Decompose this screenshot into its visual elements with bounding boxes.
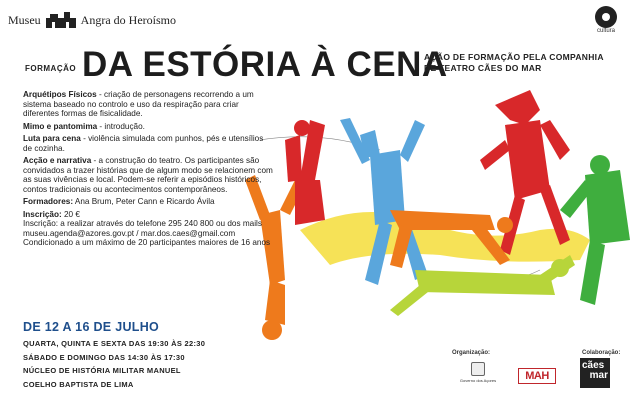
inscricao-fee: 20 € [61, 209, 80, 219]
green-figure [560, 155, 630, 305]
arquetipos-text: - criação de personagens recorrendo a um sistema baseado no controlo e uso da respiração para criar diferentes formas de fisicalidade. [23, 90, 254, 118]
museum-name: Angra do Heroísmo [80, 12, 176, 27]
schedule-weekend: SÁBADO E DOMINGO DAS 14:30 ÀS 17:30 [23, 352, 185, 362]
paragraph-arquetipos [23, 90, 273, 119]
dancing-figures-illustration [240, 80, 630, 355]
paragraph-inscricao-contact: Inscrição: a realizar através do telefone 295 240 800 ou dos mails museu.agenda@azores.gov.pt / mar.dos.caes@gmail.com [23, 219, 262, 238]
coat-of-arms-icon [471, 362, 485, 376]
subtitle-line-1: AÇÃO DE FORMAÇÃO PELA COMPANHIA [424, 52, 604, 62]
luta-text: - violência simulada com punhos, pés e utensílios de cozinha. [23, 134, 264, 153]
gov-text: Governo dos Açores [459, 378, 497, 383]
subtitle [424, 52, 629, 74]
formacao-label: FORMAÇÃO [25, 64, 77, 73]
page-title: DA ESTÓRIA À CENA [82, 45, 448, 84]
red-figure [480, 90, 570, 255]
venue-line-2: COELHO BAPTISTA DE LIMA [23, 379, 134, 389]
formadores-text: Ana Brum, Peter Cann e Ricardo Ávila [73, 197, 215, 206]
accao-text: - a construção do teatro. Os participantes são convidados a trazer histórias que de algum modo se relacionem com as suas vivências e local. Podem-se referir a episódios históricos, contos tradicionais ou acontecimentos contemporâneos. [23, 156, 273, 194]
inscricao-heading: Inscrição: [23, 209, 62, 219]
luta-heading: Luta para cena [23, 134, 81, 143]
paragraph-luta [23, 134, 273, 153]
museum-building-icon [46, 12, 76, 28]
paragraph-formadores [23, 197, 273, 207]
date-range: DE 12 A 16 DE JULHO [23, 320, 160, 334]
mar-text: mar [589, 370, 608, 381]
paragraph-participants: Condicionado a um máximo de 20 participantes maiores de 16 anos [23, 238, 271, 247]
culture-ring-icon [595, 6, 617, 28]
organizacao-label: Organização: [452, 350, 491, 356]
caes-text: cães [582, 360, 605, 371]
blue-figure [340, 118, 428, 285]
schedule [23, 337, 205, 391]
subtitle-line-2: DE TEATRO CÃES DO MAR [424, 63, 542, 73]
culture-logo [588, 6, 624, 35]
formadores-heading: Formadores: [23, 197, 74, 206]
colaboracao-label: Colaboração: [582, 350, 621, 356]
mimo-heading: Mimo e pantomima [23, 121, 98, 131]
schedule-weekday: QUARTA, QUINTA E SEXTA DAS 19:30 ÀS 22:30 [23, 339, 206, 348]
museum-label: Museu [8, 12, 41, 27]
arquetipos-heading: Arquétipos Físicos [23, 90, 97, 99]
mah-logo: MAH [518, 368, 556, 384]
paragraph-mimo [23, 122, 273, 132]
accao-heading: Acção e narrativa [23, 156, 92, 165]
governo-acores-logo [452, 362, 504, 392]
paragraph-accao [23, 156, 273, 194]
culture-text: cultura [596, 28, 615, 34]
paragraph-inscricao-fee [23, 210, 273, 220]
workshop-description [23, 90, 273, 248]
caes-do-mar-logo [580, 358, 610, 388]
mimo-text: - introdução. [97, 121, 145, 131]
museum-header [8, 12, 176, 28]
venue-line-1: NÚCLEO DE HISTÓRIA MILITAR MANUEL [23, 366, 181, 375]
